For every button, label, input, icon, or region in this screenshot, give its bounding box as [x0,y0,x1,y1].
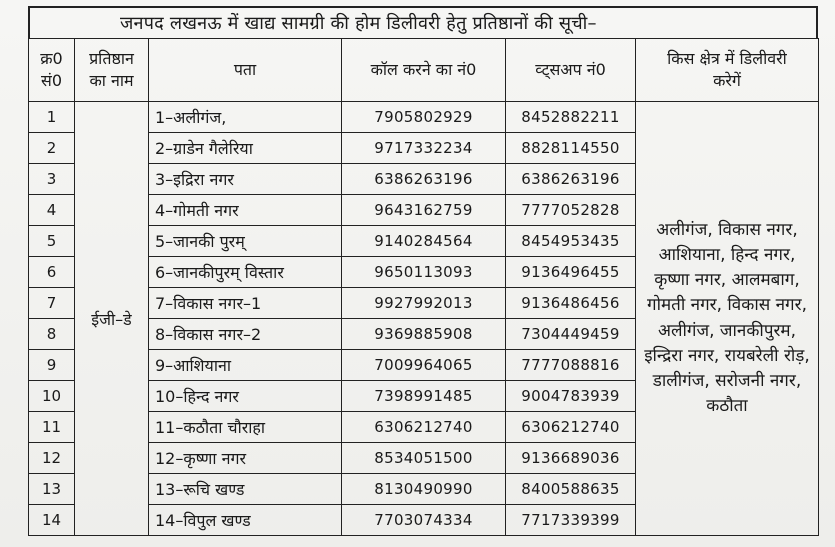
whatsapp-number-cell: 7717339399 [506,505,636,536]
page-title: जनपद लखनऊ में खाद्य सामग्री की होम डिलीवरी हेतु प्रतिष्ठानों की सूची– [120,13,597,34]
title-row [28,6,818,38]
address-cell: 2–ग्राडेन गैलेरिया [149,133,342,164]
call-number-cell: 7398991485 [342,381,506,412]
header-serial: क्र0 सं0 [29,39,75,102]
serial-cell: 6 [29,257,75,288]
serial-cell: 9 [29,350,75,381]
whatsapp-number-cell: 6386263196 [506,164,636,195]
serial-cell: 14 [29,505,75,536]
whatsapp-number-cell: 9136496455 [506,257,636,288]
call-number-cell: 7905802929 [342,102,506,133]
serial-cell: 11 [29,412,75,443]
serial-cell: 12 [29,443,75,474]
serial-cell: 3 [29,164,75,195]
serial-cell: 8 [29,319,75,350]
table-header-row [29,39,819,102]
address-cell: 5–जानकी पुरम् [149,226,342,257]
header-whatsapp-number: व्ट्सअप नं0 [506,39,636,102]
whatsapp-number-cell: 9136689036 [506,443,636,474]
whatsapp-number-cell: 8452882211 [506,102,636,133]
address-cell: 14–विपुल खण्ड [149,505,342,536]
delivery-table [28,38,819,536]
address-cell: 7–विकास नगर–1 [149,288,342,319]
header-call-number: कॉल करने का नं0 [342,39,506,102]
call-number-cell: 9717332234 [342,133,506,164]
whatsapp-number-cell: 8400588635 [506,474,636,505]
serial-cell: 4 [29,195,75,226]
serial-cell: 7 [29,288,75,319]
header-address: पता [149,39,342,102]
serial-cell: 5 [29,226,75,257]
whatsapp-number-cell: 9004783939 [506,381,636,412]
call-number-cell: 6386263196 [342,164,506,195]
whatsapp-number-cell: 6306212740 [506,412,636,443]
call-number-cell: 9927992013 [342,288,506,319]
address-cell: 11–कठौता चौराहा [149,412,342,443]
call-number-cell: 7009964065 [342,350,506,381]
header-establishment: प्रतिष्ठान का नाम [75,39,149,102]
address-cell: 12–कृष्णा नगर [149,443,342,474]
whatsapp-number-cell: 7777052828 [506,195,636,226]
address-cell: 10–हिन्द नगर [149,381,342,412]
address-cell: 3–इद्रिरा नगर [149,164,342,195]
serial-cell: 10 [29,381,75,412]
establishment-name: ईजी–डे [75,102,149,536]
whatsapp-number-cell: 8454953435 [506,226,636,257]
call-number-cell: 9140284564 [342,226,506,257]
address-cell: 1–अलीगंज, [149,102,342,133]
serial-cell: 1 [29,102,75,133]
whatsapp-number-cell: 8828114550 [506,133,636,164]
whatsapp-number-cell: 7777088816 [506,350,636,381]
address-cell: 4–गोमती नगर [149,195,342,226]
header-delivery-area: किस क्षेत्र में डिलीवरी करेगें [636,39,819,102]
delivery-areas: अलीगंज, विकास नगर, आशियाना, हिन्द नगर, कृष्णा नगर, आलमबाग, गोमती नगर, विकास नगर, अलीगंज, जानकीपुरम, इन्द्रिरा नगर, रायबरेली रोड़, डालीगंज, सरोजनी नगर, कठौता [636,102,819,536]
address-cell: 9–आशियाना [149,350,342,381]
call-number-cell: 8534051500 [342,443,506,474]
whatsapp-number-cell: 7304449459 [506,319,636,350]
call-number-cell: 7703074334 [342,505,506,536]
call-number-cell: 9643162759 [342,195,506,226]
call-number-cell: 9650113093 [342,257,506,288]
call-number-cell: 9369885908 [342,319,506,350]
serial-cell: 2 [29,133,75,164]
table-row [29,102,819,133]
serial-cell: 13 [29,474,75,505]
call-number-cell: 6306212740 [342,412,506,443]
table-body [29,102,819,536]
call-number-cell: 8130490990 [342,474,506,505]
address-cell: 8–विकास नगर–2 [149,319,342,350]
address-cell: 6–जानकीपुरम् विस्तार [149,257,342,288]
address-cell: 13–रूचि खण्ड [149,474,342,505]
whatsapp-number-cell: 9136486456 [506,288,636,319]
